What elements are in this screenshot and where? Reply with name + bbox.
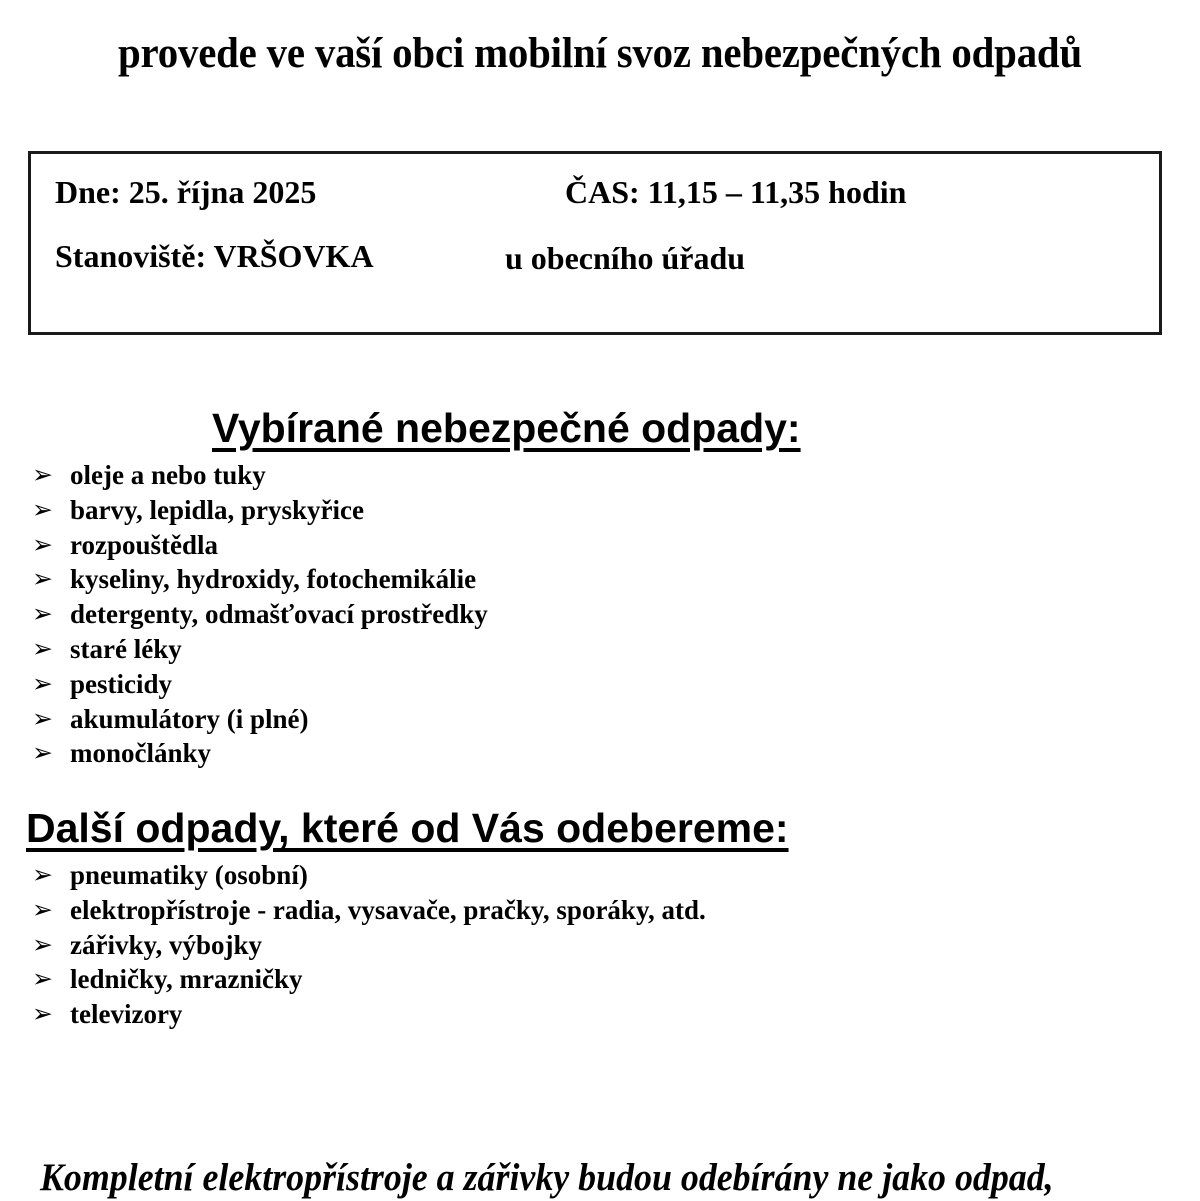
arrow-bullet-icon: ➢ (32, 860, 53, 889)
event-date: Dne: 25. října 2025 (55, 174, 317, 210)
list-item (30, 562, 488, 597)
arrow-bullet-icon: ➢ (32, 599, 53, 629)
other-waste-list (30, 858, 706, 1032)
other-item-label: televizory (70, 999, 183, 1030)
list-item (30, 962, 706, 997)
footer-note: Kompletní elektropřístroje a zářivky budou odebírány ne jako odpad, (40, 1156, 1054, 1199)
hazardous-item-label: barvy, lepidla, pryskyřice (70, 494, 365, 525)
event-station-detail: u obecního úřadu (505, 240, 746, 276)
arrow-bullet-icon: ➢ (32, 929, 53, 959)
arrow-bullet-icon: ➢ (32, 668, 53, 698)
hazardous-item-label: oleje a nebo tuky (70, 460, 266, 490)
list-item (30, 736, 488, 771)
hazardous-waste-heading: Vybírané nebezpečné odpady: (212, 405, 801, 451)
list-item (30, 458, 488, 493)
list-item (30, 493, 488, 528)
hazardous-item-label: pesticidy (70, 668, 173, 699)
arrow-bullet-icon: ➢ (32, 894, 53, 924)
other-item-label: elektropřístroje - radia, vysavače, pračky, sporáky, atd. (70, 894, 706, 925)
event-info-box (28, 151, 1162, 335)
arrow-bullet-icon: ➢ (32, 564, 53, 594)
arrow-bullet-icon: ➢ (32, 964, 53, 994)
other-waste-heading: Další odpady, které od Vás odebereme: (26, 805, 789, 851)
list-item (30, 893, 706, 928)
hazardous-item-label: staré léky (70, 633, 182, 664)
hazardous-item-label: rozpouštědla (70, 529, 219, 560)
other-item-label: pneumatiky (osobní) (70, 860, 308, 890)
list-item (30, 632, 488, 667)
page-title: provede ve vaší obci mobilní svoz nebezpečných odpadů (117, 30, 1082, 77)
hazardous-item-label: detergenty, odmašťovací prostředky (70, 599, 488, 630)
list-item (30, 597, 488, 632)
arrow-bullet-icon: ➢ (32, 633, 53, 663)
arrow-bullet-icon: ➢ (32, 738, 53, 768)
hazardous-item-label: akumulátory (i plné) (70, 703, 309, 734)
list-item (30, 528, 488, 563)
hazardous-item-label: monočlánky (70, 738, 212, 769)
event-time: ČAS: 11,15 – 11,35 hodin (565, 174, 907, 210)
hazardous-waste-list (30, 458, 488, 771)
list-item (30, 928, 706, 963)
hazardous-item-label: kyseliny, hydroxidy, fotochemikálie (70, 564, 477, 595)
arrow-bullet-icon: ➢ (32, 703, 53, 733)
arrow-bullet-icon: ➢ (32, 529, 53, 559)
event-station: Stanoviště: VRŠOVKA (55, 238, 374, 274)
arrow-bullet-icon: ➢ (32, 460, 53, 489)
list-item (30, 858, 706, 893)
list-item (30, 667, 488, 702)
list-item (30, 997, 706, 1032)
arrow-bullet-icon: ➢ (32, 494, 53, 524)
list-item (30, 702, 488, 737)
other-item-label: zářivky, výbojky (70, 929, 263, 960)
arrow-bullet-icon: ➢ (32, 999, 53, 1029)
other-item-label: ledničky, mrazničky (70, 964, 303, 995)
